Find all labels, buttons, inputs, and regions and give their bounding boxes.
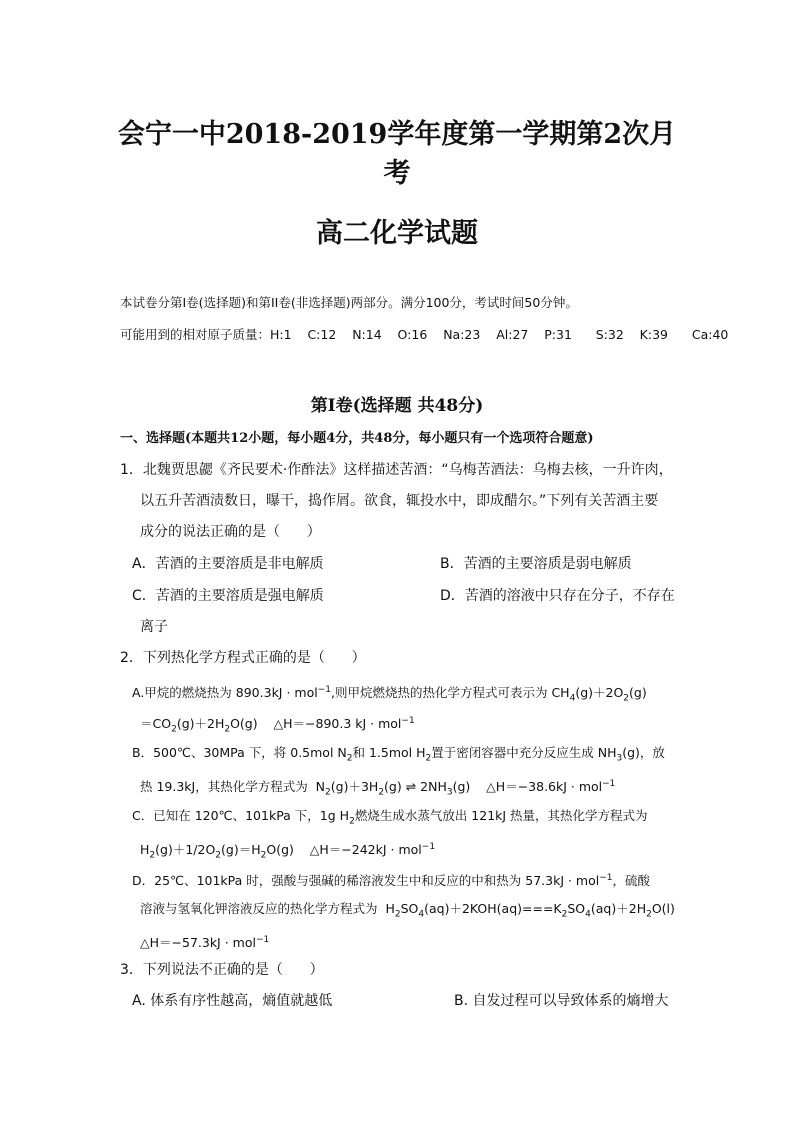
sub: 2 [378, 787, 385, 798]
exam-subtitle: 高二化学试题 [316, 218, 478, 249]
q2b-a: B．500℃、30MPa 下，将 0.5mol N [132, 745, 347, 760]
q2-stem: 2．下列热化学方程式正确的是（ ） [120, 650, 366, 666]
sup: −1 [421, 842, 436, 852]
q2a-l2c: O(g) △H＝−890.3 kJ · mol [230, 716, 402, 732]
sub: 2 [215, 850, 222, 861]
sup: −1 [401, 716, 415, 726]
q2c-a: C．已知在 120℃、101kPa 下，1g H [132, 808, 350, 823]
intro-atomic-masses: 可能用到的相对原子质量：H:1 C:12 N:14 O:16 Na:23 Al:27 P:31 S:32 K:39 Ca:40 [120, 327, 729, 342]
q2a-text4: (g) [629, 685, 647, 701]
intro-line1: 本试卷分第I卷(选择题)和第II卷(非选择题)两部分。满分100分，考试时间50分钟。 [120, 295, 578, 310]
sub: 2 [646, 909, 652, 920]
q3-option-b: B. 自发过程可以导致体系的熵增大 [454, 993, 669, 1009]
sup: −1 [599, 873, 613, 883]
q2d-f: SO [567, 901, 586, 916]
sub: 2 [260, 850, 267, 861]
q2d-d: SO [400, 901, 419, 916]
q2a-text3: (g)＋2O [575, 685, 624, 701]
q2b-e: 热 19.3kJ，其热化学方程式为 N [140, 779, 326, 795]
q1-stem-line1: 1．北魏贾思勰《齐民要术·作酢法》这样描述苦酒：“乌梅苦酒法：乌梅去核，一升许肉， [120, 462, 673, 478]
q2a-l2b: (g)＋2H [176, 716, 225, 732]
q2-option-a-line2 [140, 711, 415, 740]
q2b-b: 和 1.5mol H [352, 745, 426, 760]
sub: 4 [569, 693, 576, 704]
q2d-i: △H＝−57.3kJ · mol [140, 935, 256, 951]
q1-stem-line3: 成分的说法正确的是（ ） [140, 524, 321, 540]
sub: 2 [425, 753, 432, 764]
q2b-h: (g) △H＝−38.6kJ · mol [452, 779, 603, 795]
q2d-a: D．25℃、101kPa 时，强酸与强碱的稀溶液发生中和反应的中和热为 57.3kJ · mol [132, 873, 600, 889]
sub: 2 [623, 693, 630, 704]
q3-option-a: A. 体系有序性越高，熵值就越低 [132, 993, 333, 1009]
sub: 2 [171, 724, 177, 735]
sub: 3 [446, 787, 453, 798]
q2a-text: A.甲烷的燃烧热为 890.3kJ · mol [132, 685, 318, 701]
q2b-c: 置于密闭容器中充分反应生成 NH [431, 745, 617, 760]
q2c-d: (g)＋1/2O [155, 842, 216, 858]
q3-stem: 3．下列说法不正确的是（ ） [120, 962, 324, 978]
sub: 2 [561, 909, 568, 920]
q2d-h: O(l) [651, 901, 675, 916]
q2a-l2: ＝CO [140, 716, 172, 732]
section-heading: 一、选择题(本题共12小题，每小题4分，共48分，每小题只有一个选项符合题意) [120, 431, 594, 446]
q2-option-c-line1 [132, 806, 648, 832]
exam-title-line1: 会宁一中2018-2019学年度第一学期第2次月 [117, 119, 677, 150]
q2c-c: H [140, 842, 150, 858]
sub: 2 [346, 753, 353, 764]
exam-title-line2: 考 [383, 158, 411, 189]
q2d-c: 溶液与氢氧化钾溶液反应的热化学方程式为 H [140, 901, 395, 916]
q1-option-a: A．苦酒的主要溶质是非电解质 [132, 556, 324, 572]
q2d-g: (aq)＋2H [590, 901, 647, 916]
sub: 2 [394, 909, 401, 920]
q2c-e: (g)＝H [221, 842, 261, 858]
q2b-f: (g)＋3H [330, 779, 379, 795]
q2-option-d-line1 [132, 868, 650, 891]
part1-heading: 第I卷(选择题 共48分) [310, 396, 484, 416]
q2d-b: ，硫酸 [612, 873, 651, 889]
sup: −1 [602, 779, 616, 789]
q1-option-d: D．苦酒的溶液中只存在分子，不存在 [440, 588, 675, 604]
q2d-e: (aq)＋2KOH(aq)===K [424, 901, 562, 916]
q1-stem-line2: 以五升苦酒渍数日，曝干，捣作屑。欲食，辄投水中，即成醋尔。”下列有关苦酒主要 [140, 493, 659, 509]
q2c-b: 燃烧生成水蒸气放出 121kJ 热量，其热化学方程式为 [354, 808, 648, 823]
q2b-d: (g)，放 [622, 745, 665, 760]
sub: 2 [224, 724, 231, 735]
sup: −1 [255, 935, 270, 945]
q2c-f: O(g) △H＝−242kJ · mol [266, 842, 422, 858]
q2-option-b-line2 [140, 774, 615, 803]
sub: 3 [616, 753, 623, 764]
sub: 2 [325, 787, 331, 798]
sub: 2 [149, 850, 156, 861]
q1-option-d-cont: 离子 [140, 619, 168, 635]
sub: 4 [418, 909, 425, 920]
sub: 4 [585, 909, 591, 920]
q2-option-d-line3 [140, 930, 269, 953]
q2-option-a-line1 [132, 680, 647, 709]
q1-option-c: C．苦酒的主要溶质是强电解质 [132, 588, 324, 604]
sub: 2 [349, 816, 355, 827]
q2a-text2: ,则甲烷燃烧热的热化学方程式可表示为 CH [331, 685, 570, 701]
q2-option-c-line2 [140, 837, 435, 866]
q2-option-b-line1 [132, 743, 665, 769]
sup: −1 [317, 685, 331, 695]
q2-option-d-line2 [140, 899, 675, 925]
q2b-g: (g) ⇌ 2NH [384, 779, 447, 795]
q1-option-b: B．苦酒的主要溶质是弱电解质 [440, 556, 632, 572]
